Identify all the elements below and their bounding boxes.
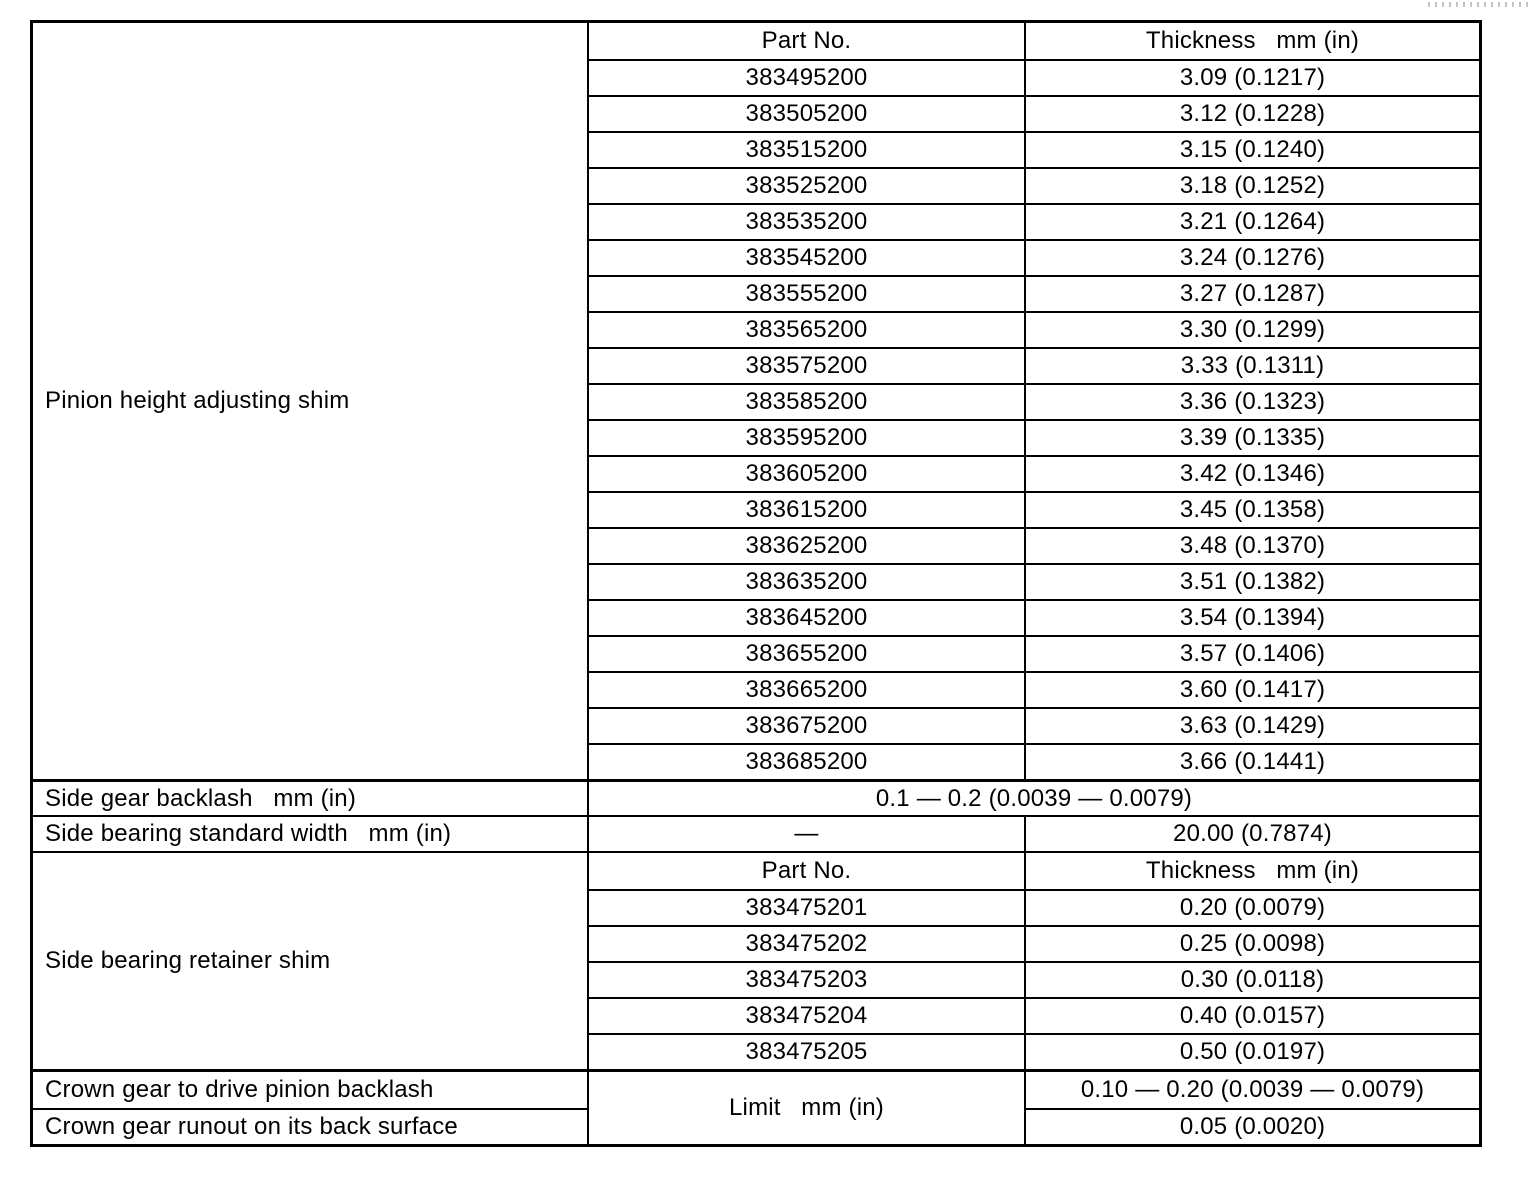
part-no-cell: 383475202 [589, 927, 1026, 961]
part-no-cell: 383675200 [589, 709, 1026, 743]
standard-width-value-cell: 20.00 (0.7874) [1173, 820, 1332, 847]
table-row [589, 563, 1479, 599]
part-no-cell: 383475201 [589, 891, 1026, 925]
thickness-cell: 3.33 (0.1311) [1180, 352, 1325, 379]
table-row [589, 59, 1479, 95]
thickness-cell: 3.36 (0.1323) [1179, 388, 1326, 415]
table-row [589, 203, 1479, 239]
column-header-row [589, 23, 1479, 59]
thickness-cell: 3.09 (0.1217) [1179, 64, 1326, 91]
thickness-cell: 0.50 (0.0197) [1179, 1038, 1326, 1065]
table-row [589, 491, 1479, 527]
thickness-cell: 0.20 (0.0079) [1179, 894, 1326, 921]
limit-merged-label-cell: Limit mm (in) [589, 1072, 1026, 1144]
table-row [589, 1033, 1479, 1069]
part-no-cell: 383505200 [589, 97, 1026, 131]
row-label-side-bearing-standard-width: Side bearing standard width mm (in) [33, 817, 589, 851]
thickness-cell: 3.54 (0.1394) [1179, 604, 1326, 631]
table-row [589, 167, 1479, 203]
thickness-cell: 3.15 (0.1240) [1179, 136, 1326, 163]
table-row [589, 925, 1479, 961]
thickness-cell: 0.40 (0.0157) [1179, 1002, 1326, 1029]
table-row [589, 599, 1479, 635]
part-no-cell: 383575200 [589, 349, 1026, 383]
table-row [589, 635, 1479, 671]
part-no-cell: 383625200 [589, 529, 1026, 563]
column-header-row [589, 853, 1479, 889]
pinion-shim-section [33, 23, 1479, 779]
part-no-cell: 383565200 [589, 313, 1026, 347]
table-row [589, 131, 1479, 167]
side-bearing-standard-width-row [33, 815, 1479, 851]
table-row [589, 707, 1479, 743]
thickness-column-header: Thickness mm (in) [1145, 27, 1360, 54]
scan-noise-artifact [1428, 2, 1532, 7]
thickness-cell: 3.39 (0.1335) [1179, 424, 1326, 451]
thickness-cell: 3.30 (0.1299) [1179, 316, 1326, 343]
part-no-column-header: Part No. [589, 853, 1026, 889]
table-row [589, 275, 1479, 311]
part-no-cell: 383585200 [589, 385, 1026, 419]
part-no-cell: 383685200 [589, 745, 1026, 779]
part-no-cell: 383655200 [589, 637, 1026, 671]
table-row [589, 743, 1479, 779]
part-no-cell: 383615200 [589, 493, 1026, 527]
table-row [589, 419, 1479, 455]
row-label-pinion-height-adjusting-shim: Pinion height adjusting shim [33, 23, 589, 779]
part-no-cell: 383595200 [589, 421, 1026, 455]
standard-width-dash-cell: — [589, 817, 1026, 851]
thickness-cell: 3.45 (0.1358) [1179, 496, 1326, 523]
table-row [589, 383, 1479, 419]
row-label-side-gear-backlash: Side gear backlash mm (in) [33, 782, 589, 815]
thickness-cell: 3.42 (0.1346) [1179, 460, 1326, 487]
part-no-cell: 383475205 [589, 1035, 1026, 1069]
table-row [589, 527, 1479, 563]
table-row [589, 239, 1479, 275]
part-no-cell: 383555200 [589, 277, 1026, 311]
thickness-cell: 0.25 (0.0098) [1179, 930, 1326, 957]
thickness-cell: 3.48 (0.1370) [1179, 532, 1326, 559]
thickness-cell: 3.24 (0.1276) [1179, 244, 1326, 271]
row-label-side-bearing-retainer-shim: Side bearing retainer shim [33, 853, 589, 1069]
retainer-shim-section [33, 851, 1479, 1069]
part-no-cell: 383665200 [589, 673, 1026, 707]
thickness-cell: 3.27 (0.1287) [1179, 280, 1326, 307]
part-no-cell: 383495200 [589, 61, 1026, 95]
crown-gear-backlash-value: 0.10 — 0.20 (0.0039 — 0.0079) [1080, 1076, 1425, 1103]
part-no-cell: 383605200 [589, 457, 1026, 491]
table-row [589, 997, 1479, 1033]
crown-gear-limits-section [33, 1069, 1479, 1144]
table-row [589, 961, 1479, 997]
table-row [589, 889, 1479, 925]
table-row [589, 671, 1479, 707]
thickness-cell: 3.60 (0.1417) [1179, 676, 1326, 703]
thickness-cell: 3.66 (0.1441) [1179, 748, 1326, 775]
part-no-cell: 383535200 [589, 205, 1026, 239]
thickness-cell: 3.57 (0.1406) [1179, 640, 1326, 667]
thickness-cell: 3.21 (0.1264) [1179, 208, 1326, 235]
specification-table [30, 20, 1482, 1147]
thickness-cell: 3.12 (0.1228) [1179, 100, 1326, 127]
part-no-cell: 383645200 [589, 601, 1026, 635]
side-gear-backlash-row [33, 779, 1479, 815]
table-row [589, 95, 1479, 131]
thickness-cell: 3.63 (0.1429) [1179, 712, 1326, 739]
retainer-shim-data-column [589, 853, 1479, 1069]
thickness-column-header: Thickness mm (in) [1145, 857, 1360, 884]
part-no-cell: 383545200 [589, 241, 1026, 275]
table-row [589, 347, 1479, 383]
side-gear-backlash-value: 0.1 — 0.2 (0.0039 — 0.0079) [875, 784, 1193, 812]
limit-labels-column [33, 1072, 589, 1144]
limit-values-column [1026, 1072, 1479, 1144]
part-no-cell: 383475204 [589, 999, 1026, 1033]
crown-gear-runout-value: 0.05 (0.0020) [1026, 1108, 1479, 1144]
table-row [589, 455, 1479, 491]
thickness-cell: 0.30 (0.0118) [1180, 966, 1325, 993]
table-row [589, 311, 1479, 347]
part-no-cell: 383635200 [589, 565, 1026, 599]
part-no-column-header: Part No. [589, 23, 1026, 59]
part-no-cell: 383525200 [589, 169, 1026, 203]
part-no-cell: 383475203 [589, 963, 1026, 997]
row-label-crown-gear-runout: Crown gear runout on its back surface [33, 1108, 587, 1144]
row-label-crown-gear-backlash: Crown gear to drive pinion backlash [45, 1076, 434, 1103]
part-no-cell: 383515200 [589, 133, 1026, 167]
pinion-shim-data-column [589, 23, 1479, 779]
thickness-cell: 3.18 (0.1252) [1179, 172, 1326, 199]
thickness-cell: 3.51 (0.1382) [1179, 568, 1326, 595]
